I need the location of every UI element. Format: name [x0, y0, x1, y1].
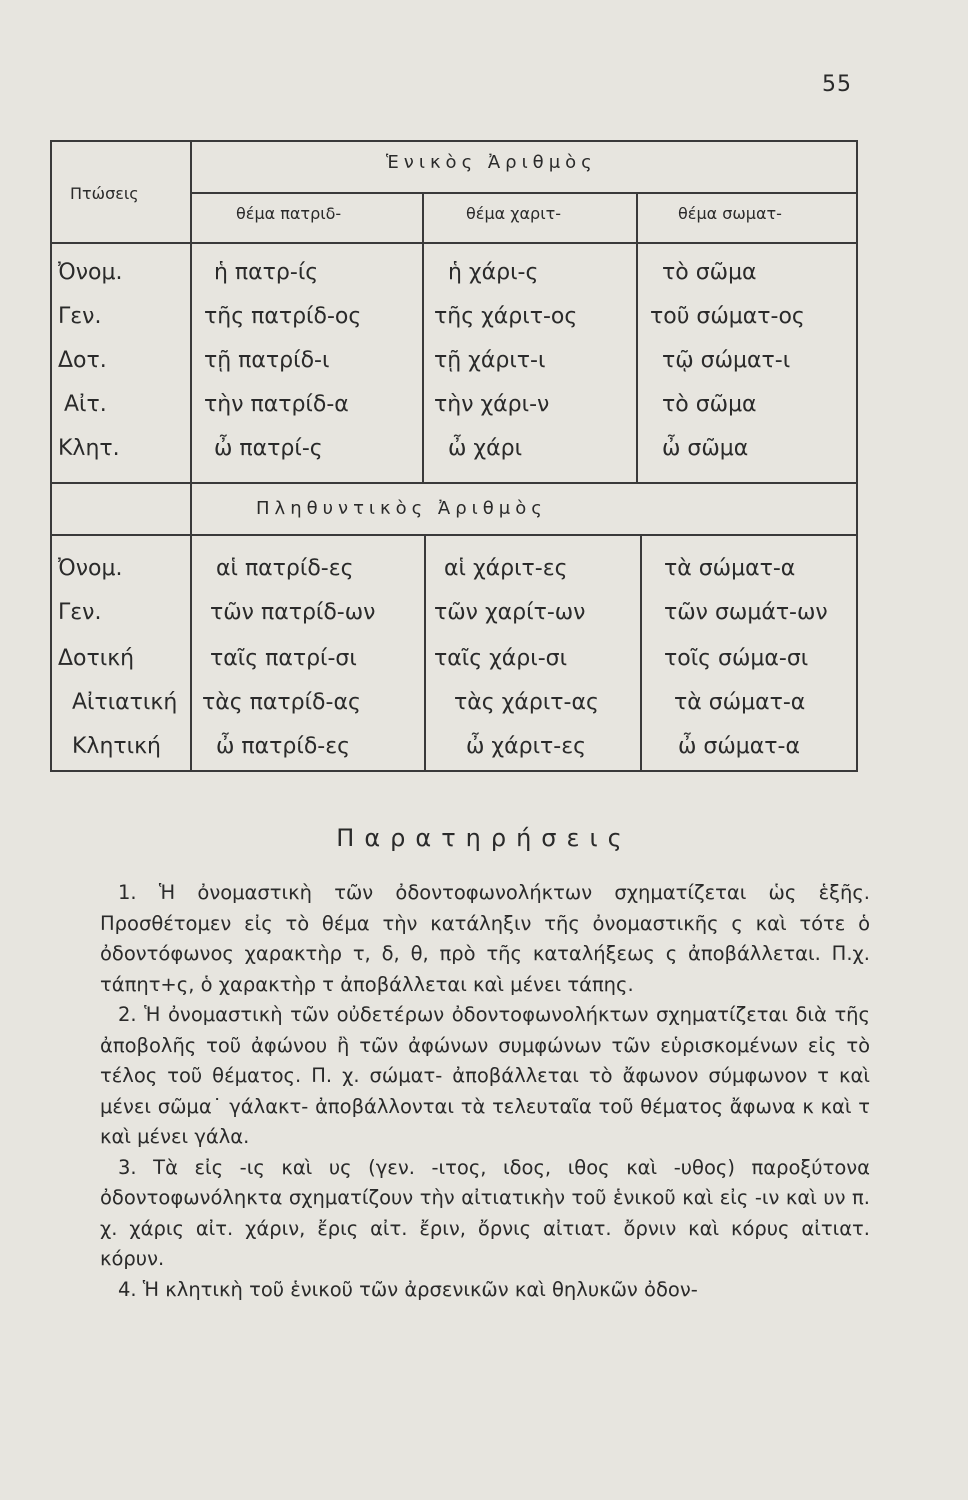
col2-divider-plural [424, 534, 426, 770]
pl-form: τὰς πατρίδ-ας [202, 690, 361, 715]
table-top-border [50, 140, 858, 142]
stem-header-rule [190, 192, 858, 194]
pl-form: τὰ σώματ-α [664, 556, 796, 581]
note-paragraph: 2. Ἡ ὀνομαστικὴ τῶν οὐδετέρων ὀδοντοφωνολήκτων σχηματίζεται διὰ τῆς ἀποβολῆς τοῦ ἀφώνου ἢ τῶν ἀφώνων συμφώνων τῶν εὑρισκομένων εἰς τὸ τέλος τοῦ θέματος. Π. χ. σώματ- ἀποβάλλεται τὸ ἄφωνον σύμφωνον τ καὶ μένει σῶμα˙ γάλακτ- ἀποβάλλονται τὰ τελευταῖα τοῦ θέματος ἄφωνα κ καὶ τ καὶ μένει γάλα. [100, 1003, 870, 1148]
col3-divider-singular [636, 192, 638, 482]
stem-header-3: θέμα σωματ- [678, 204, 782, 223]
pl-case-dat: Δοτική [58, 646, 135, 671]
sg-form: τῆς χάριτ-ος [434, 304, 578, 329]
pl-form: ὦ χάριτ-ες [466, 734, 587, 759]
pl-form: αἱ χάριτ-ες [444, 556, 568, 581]
pl-form: ὦ σώματ-α [678, 734, 800, 759]
singular-header: Ἑνικὸς Ἀριθμὸς [386, 152, 597, 173]
sg-case-acc: Αἰτ. [64, 392, 107, 417]
table-bottom-border [50, 770, 858, 772]
pl-form: τὰς χάριτ-ας [454, 690, 599, 715]
pl-case-voc: Κλητική [72, 734, 161, 759]
sg-form: ἡ πατρ-ίς [214, 260, 319, 285]
note-paragraph: 3. Τὰ εἰς -ις καὶ υς (γεν. -ιτος, ιδος, ιθος καὶ -υθος) παροξύτονα ὀδοντοφωνόληκτα σχηματίζουν τὴν αἰτιατικὴν τοῦ ἑνικοῦ καὶ εἰς -ιν καὶ υν π. χ. χάρις αἰτ. χάριν, ἔρις αἰτ. ἔριν, ὄρνις αἰτιατ. ὄρνιν καὶ κόρυς αἰτιατ. κόρυν. [100, 1155, 870, 1270]
pl-case-gen: Γεν. [58, 600, 102, 625]
sg-form: ἡ χάρι-ς [448, 260, 539, 285]
col3-divider-plural [640, 534, 642, 770]
sg-case-voc: Κλητ. [58, 436, 120, 461]
declension-table [50, 140, 858, 780]
pl-form: τῶν πατρίδ-ων [210, 600, 376, 625]
pl-form: αἱ πατρίδ-ες [216, 556, 354, 581]
sg-case-nom: Ὀνομ. [58, 260, 123, 285]
pl-form: ὦ πατρίδ-ες [216, 734, 351, 759]
cases-column-divider [190, 140, 192, 770]
cases-header: Πτώσεις [70, 184, 139, 203]
note-paragraph: 1. Ἡ ὀνομαστικὴ τῶν ὀδοντοφωνολήκτων σχηματίζεται ὡς ἑξῆς. Προσθέτομεν εἰς τὸ θέμα τὴν κατάληξιν τῆς ὀνομαστικῆς ς καὶ τότε ὁ ὀδοντόφωνος χαρακτὴρ τ, δ, θ, πρὸ τῆς καταλήξεως ς ἀποβάλλεται. Π.χ. τάπητ+ς, ὁ χαρακτὴρ τ ἀποβάλλεται καὶ μένει τάπης. [100, 881, 870, 996]
sg-case-gen: Γεν. [58, 304, 102, 329]
sg-form: τὸ σῶμα [662, 260, 757, 285]
pl-form: τοῖς σώμα-σι [664, 646, 809, 671]
singular-bottom-rule [50, 482, 858, 484]
sg-case-dat: Δοτ. [58, 348, 107, 373]
sg-form: τὸ σῶμα [662, 392, 757, 417]
sg-form: τῇ πατρίδ-ι [204, 348, 330, 373]
sg-form: τὴν πατρίδ-α [204, 392, 349, 417]
sg-form: ὦ σῶμα [662, 436, 749, 461]
table-left-border [50, 140, 52, 770]
sg-form: ὦ πατρί-ς [214, 436, 323, 461]
stem-header-1: θέμα πατριδ- [236, 204, 342, 223]
pl-form: τῶν σωμάτ-ων [664, 600, 828, 625]
sg-form: τοῦ σώματ-ος [650, 304, 805, 329]
pl-case-nom: Ὀνομ. [58, 556, 123, 581]
col2-divider-singular [422, 192, 424, 482]
pl-form: τῶν χαρίτ-ων [434, 600, 586, 625]
pl-case-acc: Αἰτιατική [72, 690, 178, 715]
sg-form: τῇ χάριτ-ι [434, 348, 546, 373]
sg-form: τῷ σώματ-ι [662, 348, 791, 373]
pl-form: ταῖς πατρί-σι [210, 646, 357, 671]
singular-header-divider [50, 242, 858, 244]
sg-form: ὦ χάρι [448, 436, 523, 461]
plural-header-rule [50, 534, 858, 536]
stem-header-2: θέμα χαριτ- [466, 204, 562, 223]
sg-form: τὴν χάρι-ν [434, 392, 550, 417]
notes-title: Παρατηρήσεις [336, 824, 632, 852]
notes-body [100, 878, 870, 1305]
page-number: 55 [822, 72, 852, 97]
pl-form: τὰ σώματ-α [674, 690, 806, 715]
sg-form: τῆς πατρίδ-ος [204, 304, 362, 329]
note-paragraph: 4. Ἡ κλητικὴ τοῦ ἑνικοῦ τῶν ἀρσενικῶν καὶ θηλυκῶν ὀδον- [118, 1277, 698, 1301]
table-right-border [856, 140, 858, 770]
pl-form: ταῖς χάρι-σι [434, 646, 568, 671]
plural-header: Πληθυντικὸς Ἀριθμὸς [256, 498, 547, 519]
